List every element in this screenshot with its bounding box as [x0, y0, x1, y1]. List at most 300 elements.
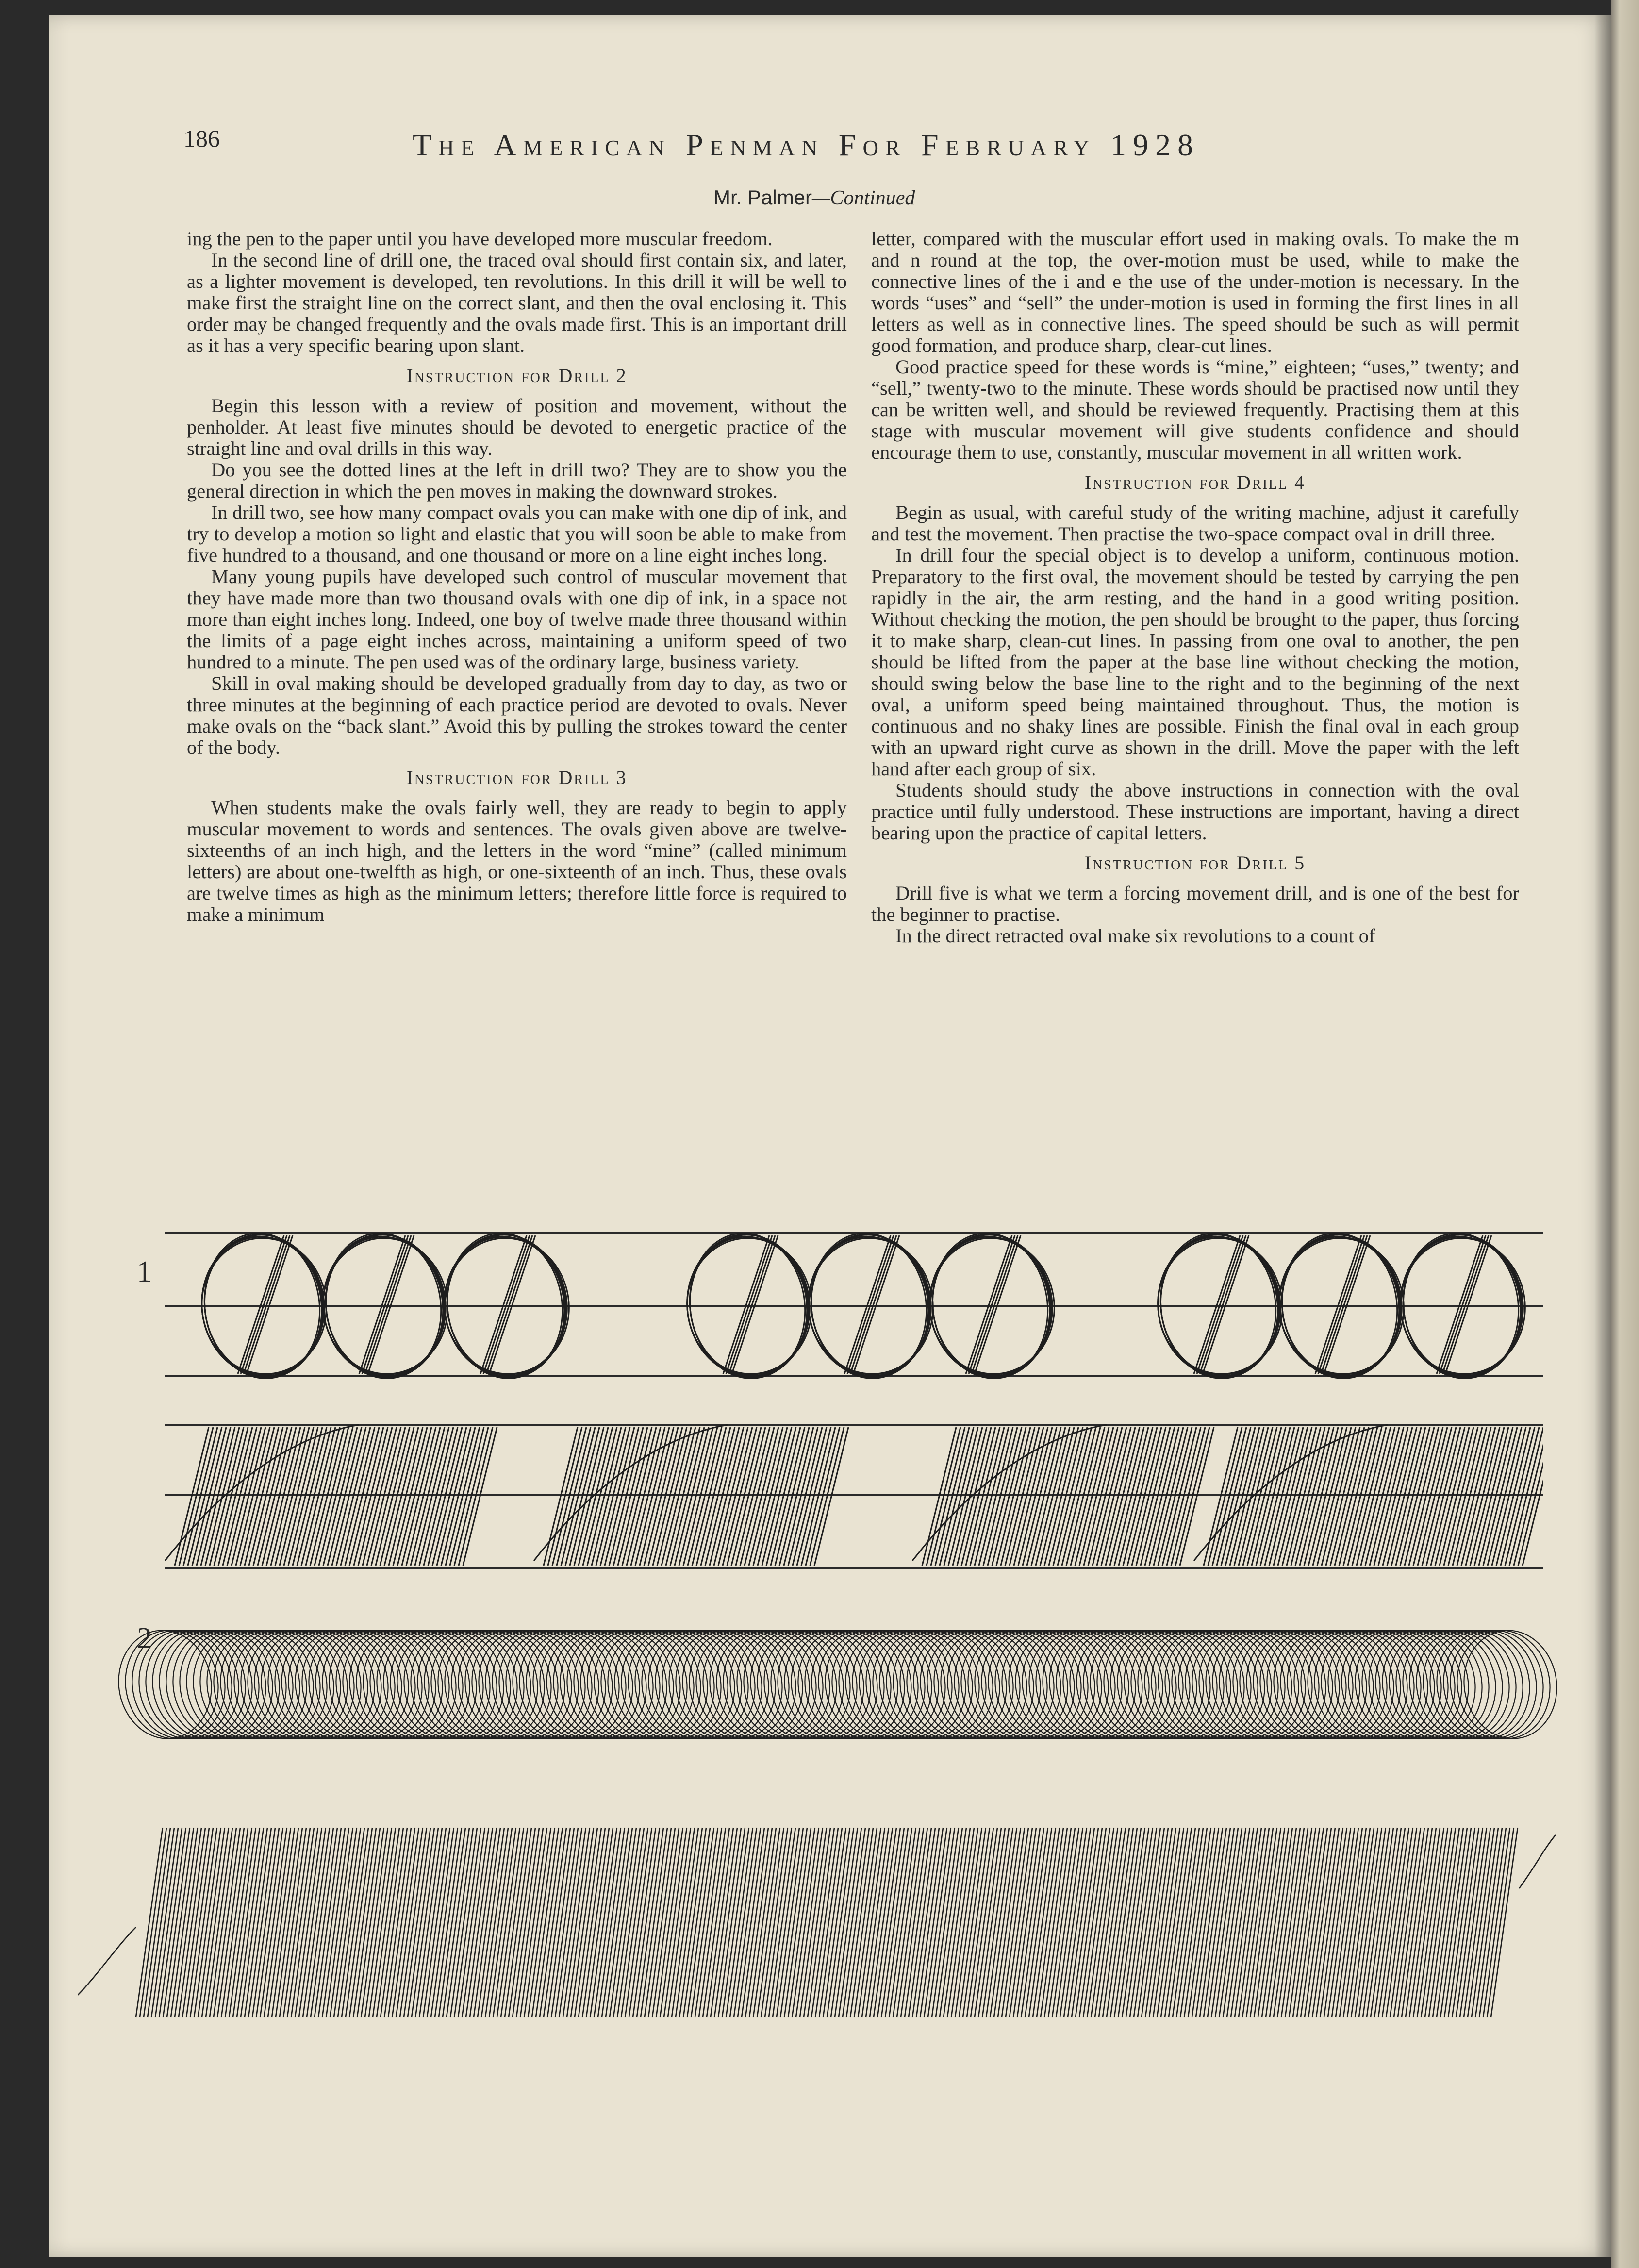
straight-stroke [1192, 1828, 1219, 2017]
straight-stroke [792, 1828, 819, 2017]
straight-stroke [870, 1828, 896, 2017]
slant-stroke [1203, 1235, 1249, 1374]
straight-stroke [272, 1828, 298, 2017]
straight-stroke [932, 1828, 959, 2017]
page-number: 186 [183, 125, 220, 152]
straight-stroke [260, 1828, 287, 2017]
straight-stroke [1452, 1828, 1479, 2017]
straight-stroke [1378, 1828, 1405, 2017]
straight-stroke [1491, 1828, 1518, 2017]
pushpull-stroke [931, 1427, 965, 1566]
slant-stroke [362, 1235, 408, 1374]
pushpull-stroke [1457, 1427, 1491, 1566]
pushpull-stroke [675, 1427, 709, 1566]
straight-stroke [206, 1828, 232, 2017]
drill-2-compact-ovals-illustration [107, 1621, 1563, 1748]
straight-line-drill [78, 1828, 1556, 2017]
straight-stroke [804, 1828, 830, 2017]
straight-stroke [676, 1828, 702, 2017]
straight-stroke [1448, 1828, 1475, 2017]
pushpull-stroke [784, 1427, 818, 1566]
straight-stroke [1250, 1828, 1277, 2017]
pushpull-stroke [1370, 1427, 1404, 1566]
straight-stroke [1091, 1828, 1118, 2017]
slant-stroke [359, 1235, 405, 1374]
straight-stroke [967, 1828, 993, 2017]
straight-stroke [392, 1828, 419, 2017]
book-edge [1611, 0, 1639, 2268]
slant-stroke [365, 1235, 411, 1374]
slant-stroke [975, 1235, 1021, 1374]
pushpull-stroke [1208, 1427, 1242, 1566]
straight-stroke [268, 1828, 295, 2017]
straight-stroke [1231, 1828, 1258, 2017]
straight-stroke [1153, 1828, 1180, 2017]
pushpull-stroke [992, 1427, 1026, 1566]
straight-stroke [1118, 1828, 1145, 2017]
pushpull-stroke [301, 1427, 335, 1566]
straight-stroke [1021, 1828, 1048, 2017]
straight-stroke [551, 1828, 578, 2017]
slant-stroke [244, 1235, 290, 1374]
pushpull-stroke [1225, 1427, 1259, 1566]
pushpull-stroke [1357, 1427, 1391, 1566]
pushpull-stroke [753, 1427, 787, 1566]
pushpull-stroke [1448, 1427, 1482, 1566]
straight-stroke [714, 1828, 741, 2017]
straight-stroke [458, 1828, 485, 2017]
straight-stroke [555, 1828, 582, 2017]
straight-stroke [1336, 1828, 1362, 2017]
pushpull-stroke [953, 1427, 987, 1566]
pushpull-stroke [579, 1427, 613, 1566]
straight-stroke [893, 1828, 920, 2017]
straight-stroke [1316, 1828, 1343, 2017]
straight-stroke [1417, 1828, 1444, 2017]
paragraph: Drill five is what we term a forcing movement drill, and is one of the best for the beginner to practise. [871, 882, 1519, 925]
pushpull-stroke [1422, 1427, 1456, 1566]
straight-stroke [1293, 1828, 1320, 2017]
straight-stroke [1281, 1828, 1308, 2017]
straight-stroke [431, 1828, 458, 2017]
pushpull-stroke [979, 1427, 1013, 1566]
straight-stroke [944, 1828, 970, 2017]
pushpull-stroke [240, 1427, 274, 1566]
slant-stroke [1318, 1235, 1364, 1374]
pushpull-stroke [297, 1427, 331, 1566]
slant-stroke [850, 1235, 896, 1374]
straight-stroke [520, 1828, 547, 2017]
straight-stroke [780, 1828, 807, 2017]
pushpull-stroke [463, 1427, 497, 1566]
straight-stroke [493, 1828, 520, 2017]
pushpull-stroke [1509, 1427, 1543, 1566]
pushpull-stroke [1058, 1427, 1092, 1566]
slant-stroke [972, 1235, 1018, 1374]
straight-stroke [1340, 1828, 1366, 2017]
pushpull-stroke [679, 1427, 713, 1566]
straight-stroke [1425, 1828, 1452, 2017]
pushpull-stroke [727, 1427, 761, 1566]
pushpull-stroke [197, 1427, 231, 1566]
pushpull-stroke [1278, 1427, 1312, 1566]
pushpull-stroke [1005, 1427, 1039, 1566]
pushpull-stroke [1265, 1427, 1299, 1566]
straight-stroke [610, 1828, 636, 2017]
straight-stroke [1343, 1828, 1370, 2017]
straight-stroke [823, 1828, 850, 2017]
straight-stroke [408, 1828, 434, 2017]
straight-stroke [1351, 1828, 1378, 2017]
straight-stroke [971, 1828, 997, 2017]
drill-1-label: 1 [137, 1255, 152, 1288]
straight-stroke [1332, 1828, 1358, 2017]
pushpull-stroke [1066, 1427, 1100, 1566]
pushpull-stroke [1383, 1427, 1417, 1566]
straight-stroke [1347, 1828, 1374, 2017]
slant-stroke [847, 1235, 894, 1374]
straight-stroke [1176, 1828, 1203, 2017]
pushpull-stroke [561, 1427, 595, 1566]
straight-stroke [303, 1828, 330, 2017]
pushpull-stroke [192, 1427, 226, 1566]
pushpull-stroke [371, 1427, 405, 1566]
straight-stroke [730, 1828, 757, 2017]
pushpull-stroke [1435, 1427, 1469, 1566]
straight-stroke [912, 1828, 939, 2017]
straight-stroke [1301, 1828, 1327, 2017]
straight-stroke [652, 1828, 679, 2017]
straight-stroke [1056, 1828, 1083, 2017]
pushpull-stroke [411, 1427, 445, 1566]
pushpull-stroke [718, 1427, 752, 1566]
straight-stroke [998, 1828, 1025, 2017]
straight-stroke [586, 1828, 613, 2017]
straight-stroke [1308, 1828, 1335, 2017]
pushpull-stroke [648, 1427, 682, 1566]
straight-stroke [1277, 1828, 1304, 2017]
pushpull-stroke [1409, 1427, 1443, 1566]
byline-name: Mr. Palmer [713, 186, 812, 209]
pushpull-stroke [293, 1427, 327, 1566]
pushpull-stroke [1071, 1427, 1105, 1566]
straight-stroke [505, 1828, 531, 2017]
straight-stroke [1472, 1828, 1498, 2017]
straight-stroke [951, 1828, 978, 2017]
pushpull-stroke [349, 1427, 383, 1566]
straight-stroke [668, 1828, 695, 2017]
pushpull-stroke [1348, 1427, 1382, 1566]
pushpull-stroke [771, 1427, 805, 1566]
pushpull-stroke [1418, 1427, 1452, 1566]
pushpull-stroke [1474, 1427, 1508, 1566]
straight-stroke [769, 1828, 795, 2017]
pushpull-stroke [424, 1427, 458, 1566]
left-column [187, 228, 847, 925]
pushpull-stroke [1101, 1427, 1135, 1566]
straight-stroke [703, 1828, 729, 2017]
straight-stroke [396, 1828, 423, 2017]
straight-stroke [237, 1828, 264, 2017]
straight-stroke [377, 1828, 403, 2017]
straight-stroke [1413, 1828, 1440, 2017]
straight-stroke [233, 1828, 260, 2017]
pushpull-stroke [1387, 1427, 1421, 1566]
straight-stroke [1402, 1828, 1428, 2017]
straight-stroke [1285, 1828, 1312, 2017]
pushpull-stroke [310, 1427, 344, 1566]
pushpull-stroke [1040, 1427, 1074, 1566]
pushpull-stroke [227, 1427, 261, 1566]
straight-stroke [656, 1828, 683, 2017]
pushpull-stroke [1119, 1427, 1153, 1566]
straight-stroke [1044, 1828, 1071, 2017]
straight-stroke [1239, 1828, 1265, 2017]
pushpull-stroke [1239, 1427, 1273, 1566]
pushpull-stroke [1466, 1427, 1500, 1566]
entry-curve [78, 1927, 136, 1995]
straight-stroke [839, 1828, 865, 2017]
straight-stroke [1184, 1828, 1211, 2017]
pushpull-stroke [1097, 1427, 1131, 1566]
pushpull-stroke [736, 1427, 770, 1566]
straight-stroke [1270, 1828, 1296, 2017]
straight-stroke [214, 1828, 240, 2017]
straight-stroke [513, 1828, 539, 2017]
straight-stroke [1149, 1828, 1176, 2017]
straight-stroke [404, 1828, 430, 2017]
pushpull-stroke [1361, 1427, 1395, 1566]
straight-stroke [606, 1828, 632, 2017]
pushpull-stroke [341, 1427, 375, 1566]
pushpull-stroke [1453, 1427, 1487, 1566]
straight-stroke [353, 1828, 380, 2017]
pushpull-stroke [1171, 1427, 1205, 1566]
straight-stroke [225, 1828, 252, 2017]
pushpull-stroke [565, 1427, 599, 1566]
section-heading-drill-3: Instruction for Drill 3 [406, 767, 628, 788]
straight-stroke [1010, 1828, 1036, 2017]
drill-2-straight-lines-illustration [78, 1820, 1558, 2024]
slant-stroke [486, 1235, 532, 1374]
straight-stroke [621, 1828, 648, 2017]
straight-stroke [1017, 1828, 1044, 2017]
pushpull-stroke [1300, 1427, 1334, 1566]
straight-stroke [1440, 1828, 1467, 2017]
straight-stroke [532, 1828, 559, 2017]
running-head: The American Penman For February 1928 [413, 128, 1200, 162]
straight-stroke [718, 1828, 745, 2017]
slant-stroke [489, 1235, 535, 1374]
pushpull-stroke [454, 1427, 488, 1566]
slant-stroke [844, 1235, 891, 1374]
pushpull-stroke [745, 1427, 778, 1566]
slant-stroke [368, 1235, 414, 1374]
straight-stroke [936, 1828, 962, 2017]
pushpull-stroke [1391, 1427, 1425, 1566]
straight-stroke [687, 1828, 714, 2017]
slant-stroke [238, 1235, 284, 1374]
straight-stroke [1219, 1828, 1246, 2017]
pushpull-stroke [961, 1427, 995, 1566]
straight-stroke [346, 1828, 372, 2017]
straight-stroke [361, 1828, 388, 2017]
straight-stroke [598, 1828, 625, 2017]
pushpull-stroke [983, 1427, 1017, 1566]
straight-stroke [1475, 1828, 1502, 2017]
pushpull-stroke [406, 1427, 440, 1566]
straight-stroke [1134, 1828, 1160, 2017]
pushpull-stroke [683, 1427, 717, 1566]
straight-stroke [645, 1828, 671, 2017]
pushpull-stroke [210, 1427, 244, 1566]
straight-stroke [210, 1828, 236, 2017]
slant-stroke [723, 1235, 769, 1374]
pushpull-stroke [1405, 1427, 1439, 1566]
pushpull-stroke [236, 1427, 270, 1566]
pushpull-stroke [1127, 1427, 1161, 1566]
section-heading-drill-5: Instruction for Drill 5 [1084, 852, 1306, 874]
straight-stroke [978, 1828, 1005, 2017]
pushpull-stroke [653, 1427, 687, 1566]
pushpull-stroke [363, 1427, 397, 1566]
straight-stroke [920, 1828, 947, 2017]
straight-stroke [536, 1828, 563, 2017]
straight-stroke [1297, 1828, 1324, 2017]
slant-stroke [1321, 1235, 1367, 1374]
pushpull-stroke [1496, 1427, 1530, 1566]
pushpull-stroke [1075, 1427, 1109, 1566]
pushpull-stroke [944, 1427, 978, 1566]
straight-stroke [365, 1828, 392, 2017]
straight-stroke [454, 1828, 481, 2017]
straight-stroke [1157, 1828, 1184, 2017]
pushpull-stroke [1426, 1427, 1460, 1566]
straight-stroke [330, 1828, 357, 2017]
slant-stroke [1315, 1235, 1361, 1374]
straight-stroke [1258, 1828, 1285, 2017]
straight-stroke [419, 1828, 446, 2017]
straight-stroke [485, 1828, 512, 2017]
straight-stroke [400, 1828, 427, 2017]
straight-stroke [579, 1828, 605, 2017]
straight-stroke [1312, 1828, 1339, 2017]
paragraph: Students should study the above instructions in connection with the oval practice until fully understood. These instructions are important, having a direct bearing upon the practice of capital letters. [871, 779, 1519, 844]
pushpull-stroke [1014, 1427, 1048, 1566]
pushpull-stroke [1470, 1427, 1504, 1566]
slant-stroke [1324, 1235, 1370, 1374]
pushpull-stroke [1326, 1427, 1360, 1566]
straight-stroke [1110, 1828, 1137, 2017]
straight-stroke [788, 1828, 815, 2017]
pushpull-stroke [749, 1427, 783, 1566]
straight-stroke [800, 1828, 827, 2017]
pushpull-stroke [1132, 1427, 1166, 1566]
straight-stroke [811, 1828, 838, 2017]
drill-1-pushpull-illustration [165, 1415, 1543, 1580]
pushpull-stroke [740, 1427, 774, 1566]
pushpull-stroke [1217, 1427, 1251, 1566]
paragraph: In the direct retracted oval make six revolutions to a count of [895, 925, 1375, 947]
slant-stroke [1442, 1235, 1489, 1374]
slant-stroke [1437, 1235, 1483, 1374]
paragraph: letter, compared with the muscular effort used in making ovals. To make the m and n round at the top, the over-motion must be used, while to make the connective lines of the i and e the use of the under-motion is necessary. In the words “uses” and “sell” the under-motion is used in forming the first lines in all letters as well as in connective lines. The speed should be such as will permit good formation, and produce sharp, clear-cut lines. [871, 228, 1519, 356]
pushpull-stroke [1062, 1427, 1096, 1566]
pushpull-stroke [441, 1427, 475, 1566]
pushpull-stroke [175, 1427, 209, 1566]
straight-stroke [1437, 1828, 1463, 2017]
straight-stroke [1052, 1828, 1079, 2017]
pushpull-stroke [662, 1427, 695, 1566]
straight-stroke [202, 1828, 229, 2017]
pushpull-stroke [1106, 1427, 1140, 1566]
straight-stroke [140, 1828, 166, 2017]
paragraph: Skill in oval making should be developed gradually from day to day, as two or three minutes at the beginning of each practice period are devoted to ovals. Never make ovals on the “back slant.” Avoid this by pulling the strokes toward the center of the body. [187, 672, 847, 758]
straight-stroke [1406, 1828, 1432, 2017]
straight-stroke [889, 1828, 916, 2017]
straight-stroke [221, 1828, 248, 2017]
straight-stroke [1460, 1828, 1487, 2017]
right-column [871, 228, 1519, 947]
byline [713, 186, 1053, 210]
straight-stroke [198, 1828, 225, 2017]
pushpull-stroke [618, 1427, 652, 1566]
straight-stroke [1142, 1828, 1168, 2017]
slant-stroke [480, 1235, 527, 1374]
straight-stroke [722, 1828, 749, 2017]
pushpull-stroke [788, 1427, 822, 1566]
pushpull-stroke [714, 1427, 748, 1566]
straight-stroke [516, 1828, 543, 2017]
straight-stroke [1390, 1828, 1417, 2017]
pushpull-stroke [1269, 1427, 1303, 1566]
pushpull-stroke [583, 1427, 617, 1566]
straight-stroke [1479, 1828, 1506, 2017]
pushpull-stroke [271, 1427, 305, 1566]
straight-stroke [349, 1828, 376, 2017]
straight-stroke [994, 1828, 1021, 2017]
straight-stroke [641, 1828, 667, 2017]
pushpull-stroke [1431, 1427, 1465, 1566]
straight-stroke [547, 1828, 574, 2017]
slant-stroke [969, 1235, 1015, 1374]
pushpull-stroke [205, 1427, 239, 1566]
pushpull-stroke [1322, 1427, 1356, 1566]
slant-stroke [241, 1235, 287, 1374]
pushpull-stroke [345, 1427, 379, 1566]
straight-stroke [528, 1828, 555, 2017]
straight-stroke [357, 1828, 384, 2017]
paragraph: Do you see the dotted lines at the left in drill two? They are to show you the general direction in which the pen moves in making the downward strokes. [187, 459, 847, 502]
straight-stroke [1429, 1828, 1456, 2017]
straight-stroke [136, 1828, 163, 2017]
pushpull-stroke [1149, 1427, 1183, 1566]
straight-stroke [1083, 1828, 1110, 2017]
straight-stroke [1363, 1828, 1390, 2017]
pushpull-stroke [1492, 1427, 1526, 1566]
pushpull-stroke [428, 1427, 462, 1566]
pushpull-stroke [723, 1427, 757, 1566]
straight-stroke [1355, 1828, 1382, 2017]
straight-stroke [252, 1828, 279, 2017]
straight-stroke [1382, 1828, 1409, 2017]
slant-stroke [1197, 1235, 1243, 1374]
straight-stroke [963, 1828, 990, 2017]
straight-stroke [1409, 1828, 1436, 2017]
straight-stroke [1398, 1828, 1424, 2017]
straight-stroke [1371, 1828, 1397, 2017]
straight-stroke [1099, 1828, 1126, 2017]
